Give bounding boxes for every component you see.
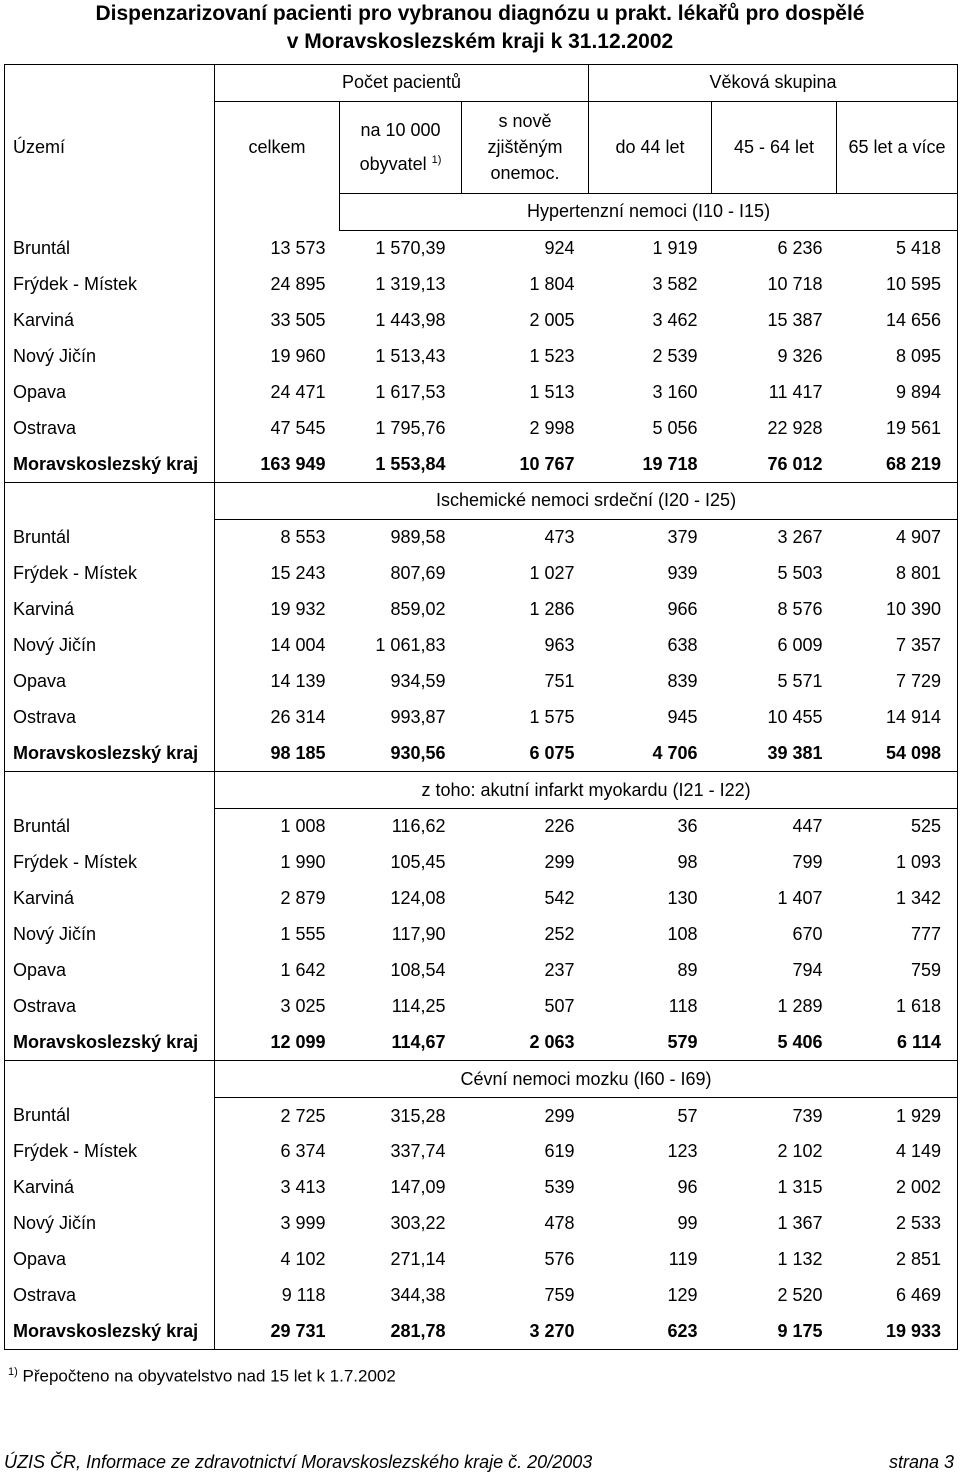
row-value-col1: 4 102 bbox=[280, 1249, 326, 1270]
row-territory: Nový Jičín bbox=[5, 917, 215, 953]
row-value-col4: 3 160 bbox=[652, 381, 698, 402]
row-value-col6: 7 729 bbox=[837, 663, 958, 699]
row-value-col1: 9 118 bbox=[281, 1285, 326, 1306]
row-value-col2: 271,14 bbox=[390, 1249, 446, 1270]
row-value-col3: 299 bbox=[544, 852, 575, 873]
row-value-col3: 2 005 bbox=[529, 310, 575, 330]
row-value-col1: 3 025 bbox=[280, 995, 326, 1016]
row-value-col2: 117,90 bbox=[391, 924, 446, 945]
row-value-col6: 5 418 bbox=[837, 230, 958, 266]
row-territory: Moravskoslezský kraj bbox=[5, 735, 215, 771]
row-value-col1: 29 731 bbox=[215, 1314, 340, 1350]
table-row bbox=[5, 303, 958, 339]
row-value-col1: 2 725 bbox=[280, 1105, 326, 1126]
row-value-col2: 1 553,84 bbox=[340, 446, 462, 482]
row-territory: Opava bbox=[5, 953, 215, 989]
row-value-col4: 123 bbox=[667, 1141, 698, 1162]
row-territory: Karviná bbox=[5, 303, 215, 339]
row-territory: Bruntál bbox=[5, 230, 215, 266]
row-value-col4: 36 bbox=[677, 816, 698, 837]
table-row bbox=[5, 988, 958, 1024]
table-row bbox=[5, 592, 958, 628]
row-value-col2: 1 061,83 bbox=[375, 635, 446, 656]
row-territory: Nový Jičín bbox=[5, 628, 215, 664]
row-value-col6: 54 098 bbox=[837, 735, 958, 771]
row-value-col1: 33 505 bbox=[270, 310, 326, 330]
table-row bbox=[5, 881, 958, 917]
row-territory: Karviná bbox=[5, 1170, 215, 1206]
row-value-col1: 13 573 bbox=[270, 237, 326, 258]
patients-table bbox=[4, 64, 958, 1350]
table-row bbox=[5, 1134, 958, 1170]
row-territory: Moravskoslezský kraj bbox=[5, 1024, 215, 1060]
row-value-col6: 68 219 bbox=[837, 446, 958, 482]
page-title bbox=[0, 0, 960, 56]
row-value-col5: 3 267 bbox=[777, 527, 823, 548]
row-value-col5: 9 175 bbox=[712, 1314, 837, 1350]
row-value-col5: 10 455 bbox=[767, 706, 823, 727]
row-value-col6: 1 618 bbox=[837, 988, 958, 1024]
row-value-col3: 299 bbox=[544, 1105, 575, 1126]
row-value-col5: 76 012 bbox=[712, 446, 837, 482]
row-value-col5: 5 503 bbox=[777, 563, 823, 584]
row-value-col4: 4 706 bbox=[589, 735, 712, 771]
row-value-col5: 8 576 bbox=[777, 599, 823, 620]
row-value-col1: 3 999 bbox=[280, 1213, 326, 1234]
row-value-col4: 3 582 bbox=[652, 274, 698, 295]
table-total-row bbox=[5, 1314, 958, 1350]
row-value-col4: 638 bbox=[667, 635, 698, 656]
row-value-col5: 5 406 bbox=[712, 1024, 837, 1060]
table-row bbox=[5, 1206, 958, 1242]
row-value-col2: 344,38 bbox=[390, 1285, 446, 1306]
row-value-col4: 939 bbox=[667, 563, 698, 584]
row-value-col6: 1 929 bbox=[837, 1098, 958, 1134]
row-value-col3: 751 bbox=[544, 670, 575, 691]
header-snove-line2: zjištěným bbox=[487, 137, 563, 158]
header-65: 65 let a více bbox=[837, 101, 958, 193]
header-celkem: celkem bbox=[215, 101, 340, 193]
table-row bbox=[5, 953, 958, 989]
row-value-col5: 22 928 bbox=[767, 417, 823, 438]
table-row bbox=[5, 1098, 958, 1134]
row-value-col4: 5 056 bbox=[652, 417, 698, 438]
section-blank-cell bbox=[215, 193, 340, 230]
table-row bbox=[5, 519, 958, 555]
row-value-col5: 6 009 bbox=[777, 635, 823, 656]
row-value-col4: 130 bbox=[667, 888, 698, 909]
row-value-col1: 1 008 bbox=[280, 816, 326, 837]
row-territory: Nový Jičín bbox=[5, 338, 215, 374]
row-value-col4: 19 718 bbox=[589, 446, 712, 482]
row-value-col4: 96 bbox=[677, 1177, 698, 1198]
row-value-col3: 1 286 bbox=[529, 599, 575, 620]
table-row bbox=[5, 338, 958, 374]
row-value-col6: 1 342 bbox=[837, 881, 958, 917]
row-value-col4: 966 bbox=[667, 599, 698, 620]
footer-page-number: strana 3 bbox=[888, 1452, 954, 1472]
row-value-col5: 10 718 bbox=[767, 274, 823, 295]
row-value-col2: 147,09 bbox=[390, 1177, 446, 1198]
row-value-col1: 26 314 bbox=[270, 706, 326, 727]
row-value-col3: 3 270 bbox=[462, 1314, 589, 1350]
row-value-col2: 337,74 bbox=[390, 1141, 446, 1162]
row-value-col6: 1 093 bbox=[837, 845, 958, 881]
table-row bbox=[5, 230, 958, 266]
row-value-col2: 281,78 bbox=[340, 1314, 462, 1350]
row-value-col5: 11 417 bbox=[768, 381, 823, 402]
row-value-col3: 1 804 bbox=[529, 274, 575, 295]
row-value-col4: 119 bbox=[668, 1249, 698, 1270]
row-value-col1: 15 243 bbox=[270, 563, 326, 584]
row-value-col1: 12 099 bbox=[215, 1024, 340, 1060]
row-value-col2: 105,45 bbox=[390, 852, 446, 873]
header-uzemi-label: Území bbox=[13, 137, 66, 158]
header-snove-line1: s nově bbox=[498, 111, 552, 132]
row-value-col5: 1 367 bbox=[777, 1213, 823, 1234]
row-value-col4: 118 bbox=[668, 995, 698, 1016]
row-value-col3: 478 bbox=[544, 1213, 575, 1234]
row-territory: Bruntál bbox=[5, 1098, 215, 1134]
row-value-col3: 2 998 bbox=[529, 417, 575, 438]
table-row bbox=[5, 410, 958, 446]
row-value-col3: 1 513 bbox=[529, 381, 575, 402]
row-value-col1: 98 185 bbox=[215, 735, 340, 771]
row-value-col6: 759 bbox=[837, 953, 958, 989]
row-value-col1: 47 545 bbox=[270, 417, 326, 438]
row-value-col1: 19 960 bbox=[270, 345, 326, 366]
footer-source: ÚZIS ČR, Informace ze zdravotnictví Moravskoslezského kraje č. 20/2003 bbox=[4, 1452, 593, 1472]
table-row bbox=[5, 374, 958, 410]
row-value-col6: 9 894 bbox=[837, 374, 958, 410]
row-value-col3: 237 bbox=[544, 960, 575, 981]
row-value-col5: 15 387 bbox=[767, 310, 823, 330]
table-row bbox=[5, 917, 958, 953]
row-value-col6: 8 801 bbox=[837, 556, 958, 592]
row-value-col2: 930,56 bbox=[340, 735, 462, 771]
row-value-col6: 10 390 bbox=[837, 592, 958, 628]
row-value-col2: 124,08 bbox=[390, 888, 446, 909]
row-value-col2: 1 513,43 bbox=[375, 345, 446, 366]
row-value-col2: 1 319,13 bbox=[375, 274, 446, 295]
row-territory: Moravskoslezský kraj bbox=[5, 446, 215, 482]
row-value-col3: 1 575 bbox=[529, 706, 575, 727]
header-na10000-sup: 1) bbox=[431, 154, 442, 167]
row-value-col5: 447 bbox=[792, 816, 823, 837]
row-value-col3: 473 bbox=[544, 527, 575, 548]
row-value-col2: 1 570,39 bbox=[375, 238, 446, 259]
row-value-col4: 579 bbox=[589, 1024, 712, 1060]
row-value-col6: 525 bbox=[837, 809, 958, 845]
table-total-row bbox=[5, 446, 958, 482]
table-row bbox=[5, 1242, 958, 1278]
header-pocet-pacientu: Počet pacientů bbox=[215, 65, 589, 102]
row-territory: Frýdek - Místek bbox=[5, 1134, 215, 1170]
table-row bbox=[5, 699, 958, 735]
table-row bbox=[5, 1170, 958, 1206]
row-value-col5: 1 407 bbox=[777, 888, 823, 909]
table-row bbox=[5, 845, 958, 881]
header-na10000-line2: obyvatel bbox=[359, 154, 427, 175]
row-territory: Frýdek - Místek bbox=[5, 267, 215, 303]
row-territory: Bruntál bbox=[5, 809, 215, 845]
row-value-col3: 924 bbox=[544, 238, 575, 259]
section-header-row bbox=[5, 483, 958, 520]
row-value-col6: 2 851 bbox=[837, 1242, 958, 1278]
row-value-col3: 226 bbox=[544, 816, 575, 837]
row-value-col1: 14 004 bbox=[270, 635, 326, 656]
row-value-col1: 6 374 bbox=[280, 1141, 326, 1162]
row-value-col2: 1 795,76 bbox=[375, 417, 446, 438]
table-row bbox=[5, 663, 958, 699]
table-row bbox=[5, 1278, 958, 1314]
row-value-col5: 5 571 bbox=[777, 670, 823, 691]
row-value-col6: 19 933 bbox=[837, 1314, 958, 1350]
header-na10000-line2-wrap bbox=[340, 145, 461, 179]
row-value-col6: 777 bbox=[837, 917, 958, 953]
section-header-row bbox=[5, 1061, 958, 1098]
row-value-col3: 619 bbox=[544, 1141, 575, 1162]
section-title: z toho: akutní infarkt myokardu (I21 - I22) bbox=[215, 772, 958, 809]
row-territory: Opava bbox=[5, 374, 215, 410]
row-value-col4: 89 bbox=[677, 960, 698, 981]
footnote bbox=[8, 1366, 396, 1387]
row-value-col1: 19 932 bbox=[270, 599, 326, 620]
row-value-col2: 1 617,53 bbox=[375, 381, 446, 402]
row-value-col2: 303,22 bbox=[390, 1213, 446, 1234]
row-value-col5: 1 289 bbox=[777, 995, 823, 1016]
row-value-col2: 859,02 bbox=[390, 599, 446, 620]
row-value-col6: 2 533 bbox=[837, 1206, 958, 1242]
row-value-col5: 1 132 bbox=[777, 1249, 823, 1270]
section-header-row bbox=[5, 772, 958, 809]
header-snove-line3: onemoc. bbox=[490, 163, 560, 184]
row-territory: Ostrava bbox=[5, 988, 215, 1024]
row-value-col2: 1 443,98 bbox=[375, 310, 446, 330]
row-value-col3: 759 bbox=[544, 1285, 575, 1306]
row-value-col2: 934,59 bbox=[390, 670, 446, 691]
header-do44: do 44 let bbox=[589, 101, 712, 193]
table-total-row bbox=[5, 735, 958, 771]
table-row bbox=[5, 267, 958, 303]
row-value-col5: 794 bbox=[792, 960, 823, 981]
row-value-col1: 1 642 bbox=[280, 960, 326, 981]
row-value-col1: 1 555 bbox=[280, 924, 326, 945]
row-value-col1: 163 949 bbox=[215, 446, 340, 482]
title-line-1: Dispenzarizovaní pacienti pro vybranou diagnózu u prakt. lékařů pro dospělé bbox=[95, 2, 865, 25]
section-title: Hypertenzní nemoci (I10 - I15) bbox=[340, 193, 958, 230]
section-title: Cévní nemoci mozku (I60 - I69) bbox=[215, 1061, 958, 1098]
row-value-col1: 24 471 bbox=[270, 381, 326, 402]
row-value-col1: 1 990 bbox=[280, 852, 326, 873]
row-value-col3: 539 bbox=[544, 1177, 575, 1198]
row-value-col2: 993,87 bbox=[390, 706, 446, 727]
header-vekova-skupina: Věková skupina bbox=[589, 65, 958, 102]
row-value-col1: 8 553 bbox=[280, 527, 326, 548]
row-territory: Ostrava bbox=[5, 410, 215, 446]
row-value-col6: 4 907 bbox=[837, 519, 958, 555]
row-value-col3: 1 523 bbox=[529, 345, 575, 366]
row-value-col5: 2 102 bbox=[777, 1141, 823, 1162]
row-value-col4: 839 bbox=[667, 670, 698, 691]
row-value-col2: 807,69 bbox=[390, 563, 446, 584]
row-value-col6: 6 469 bbox=[837, 1278, 958, 1314]
section-blank-cell bbox=[5, 772, 215, 809]
row-value-col4: 108 bbox=[667, 924, 698, 945]
row-value-col5: 799 bbox=[792, 852, 823, 873]
row-value-col4: 379 bbox=[667, 527, 698, 548]
row-value-col6: 2 002 bbox=[837, 1170, 958, 1206]
row-value-col5: 2 520 bbox=[777, 1285, 823, 1306]
row-value-col3: 963 bbox=[544, 635, 575, 656]
header-na10000-line1: na 10 000 bbox=[360, 120, 441, 141]
header-na10000 bbox=[340, 101, 462, 193]
row-territory: Nový Jičín bbox=[5, 1206, 215, 1242]
row-value-col3: 252 bbox=[544, 924, 575, 945]
row-value-col5: 9 326 bbox=[777, 345, 823, 366]
header-snove bbox=[462, 101, 589, 193]
header-uzemi bbox=[5, 65, 215, 231]
row-value-col3: 542 bbox=[544, 888, 575, 909]
row-value-col4: 57 bbox=[677, 1105, 698, 1126]
row-value-col5: 739 bbox=[792, 1105, 823, 1126]
row-territory: Karviná bbox=[5, 592, 215, 628]
row-value-col6: 10 595 bbox=[837, 267, 958, 303]
row-territory: Ostrava bbox=[5, 1278, 215, 1314]
row-value-col2: 114,67 bbox=[340, 1024, 462, 1060]
row-territory: Opava bbox=[5, 1242, 215, 1278]
section-blank-cell bbox=[5, 483, 215, 520]
table-row bbox=[5, 809, 958, 845]
row-territory: Karviná bbox=[5, 881, 215, 917]
row-territory: Frýdek - Místek bbox=[5, 845, 215, 881]
row-territory: Moravskoslezský kraj bbox=[5, 1314, 215, 1350]
row-value-col2: 315,28 bbox=[390, 1105, 446, 1126]
row-value-col6: 14 914 bbox=[837, 699, 958, 735]
row-value-col3: 576 bbox=[544, 1249, 575, 1270]
row-value-col4: 99 bbox=[677, 1213, 698, 1234]
section-blank-cell bbox=[5, 1061, 215, 1098]
row-value-col4: 945 bbox=[667, 706, 698, 727]
row-value-col3: 10 767 bbox=[462, 446, 589, 482]
row-value-col3: 6 075 bbox=[462, 735, 589, 771]
row-value-col1: 24 895 bbox=[270, 274, 326, 295]
row-value-col1: 2 879 bbox=[280, 888, 326, 909]
row-value-col1: 3 413 bbox=[280, 1177, 326, 1198]
row-value-col4: 1 919 bbox=[652, 238, 698, 259]
row-value-col4: 2 539 bbox=[652, 345, 698, 366]
row-value-col2: 114,25 bbox=[391, 995, 446, 1016]
row-value-col5: 670 bbox=[792, 924, 823, 945]
footnote-mark: 1) bbox=[8, 1366, 18, 1378]
table-row bbox=[5, 556, 958, 592]
row-value-col6: 4 149 bbox=[837, 1134, 958, 1170]
footnote-text: Přepočteno na obyvatelstvo nad 15 let k 1.7.2002 bbox=[22, 1366, 396, 1386]
row-value-col1: 14 139 bbox=[270, 670, 326, 691]
row-value-col4: 129 bbox=[667, 1285, 698, 1306]
section-title: Ischemické nemoci srdeční (I20 - I25) bbox=[215, 483, 958, 520]
row-value-col6: 8 095 bbox=[837, 338, 958, 374]
row-value-col6: 7 357 bbox=[837, 628, 958, 664]
row-value-col3: 2 063 bbox=[462, 1024, 589, 1060]
row-value-col2: 108,54 bbox=[390, 960, 446, 981]
row-value-col6: 14 656 bbox=[837, 303, 958, 339]
row-value-col3: 507 bbox=[544, 995, 575, 1016]
row-value-col4: 98 bbox=[677, 852, 698, 873]
row-territory: Frýdek - Místek bbox=[5, 556, 215, 592]
header-45-64: 45 - 64 let bbox=[712, 101, 837, 193]
row-value-col2: 989,58 bbox=[390, 527, 446, 548]
title-line-2: v Moravskoslezském kraji k 31.12.2002 bbox=[286, 30, 674, 53]
table-row bbox=[5, 628, 958, 664]
row-value-col5: 6 236 bbox=[777, 238, 823, 259]
row-territory: Opava bbox=[5, 663, 215, 699]
row-value-col5: 39 381 bbox=[712, 735, 837, 771]
row-value-col6: 6 114 bbox=[837, 1024, 958, 1060]
row-value-col2: 116,62 bbox=[391, 816, 446, 837]
row-value-col4: 3 462 bbox=[652, 310, 698, 330]
row-territory: Bruntál bbox=[5, 519, 215, 555]
row-value-col3: 1 027 bbox=[529, 563, 575, 584]
row-value-col5: 1 315 bbox=[777, 1177, 823, 1198]
row-territory: Ostrava bbox=[5, 699, 215, 735]
row-value-col6: 19 561 bbox=[837, 410, 958, 446]
row-value-col4: 623 bbox=[589, 1314, 712, 1350]
table-total-row bbox=[5, 1024, 958, 1060]
